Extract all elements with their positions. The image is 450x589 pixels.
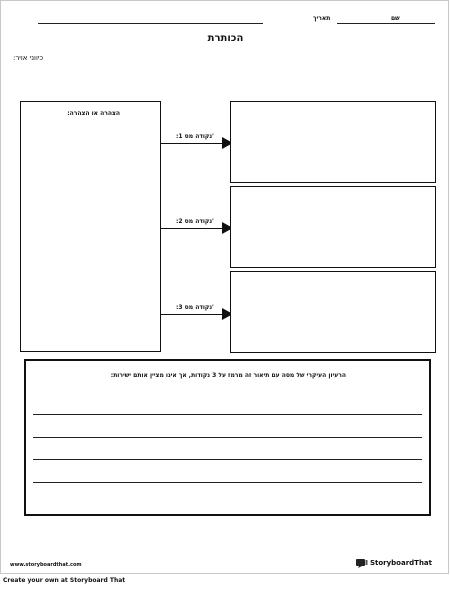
name-line[interactable] — [38, 23, 263, 24]
writing-line[interactable] — [33, 482, 422, 483]
main-idea-prompt: :הרעיון העיקרי של מסה עם תיאור זה מרמז על 3 נקודות, אך אינו מציין אותם ישירות — [110, 372, 346, 379]
page-title: הכותרת — [207, 33, 244, 44]
create-your-own-link[interactable]: Create your own at Storyboard That — [3, 577, 126, 584]
logo-text: StoryboardThat — [369, 559, 432, 567]
point-1-label: :נקודה מס 1' — [176, 133, 214, 140]
writing-line[interactable] — [33, 437, 422, 438]
statement-label: :הצהרה או הצהרה — [67, 110, 120, 117]
site-url[interactable]: www.storyboardthat.com — [10, 562, 82, 568]
point-1-box[interactable] — [230, 101, 436, 183]
point-2-label: :נקודה מס 2' — [176, 218, 214, 225]
date-label: תאריך — [313, 15, 331, 22]
point-1-arrow-line — [161, 143, 223, 144]
point-2-box[interactable] — [230, 186, 436, 268]
writing-line[interactable] — [33, 414, 422, 415]
writing-line[interactable] — [33, 459, 422, 460]
point-3-arrow-line — [161, 314, 223, 315]
date-line[interactable] — [337, 23, 435, 24]
statement-box[interactable] — [20, 101, 161, 352]
point-3-label: :נקודה מס 3' — [176, 304, 214, 311]
storyboard-logo-icon — [356, 558, 368, 568]
directions-note: :כיווני אויר — [13, 54, 44, 62]
point-3-box[interactable] — [230, 271, 436, 353]
name-label: שם — [391, 15, 400, 22]
point-2-arrow-line — [161, 228, 223, 229]
main-idea-box[interactable] — [24, 359, 431, 516]
storyboard-logo[interactable] — [356, 558, 432, 568]
